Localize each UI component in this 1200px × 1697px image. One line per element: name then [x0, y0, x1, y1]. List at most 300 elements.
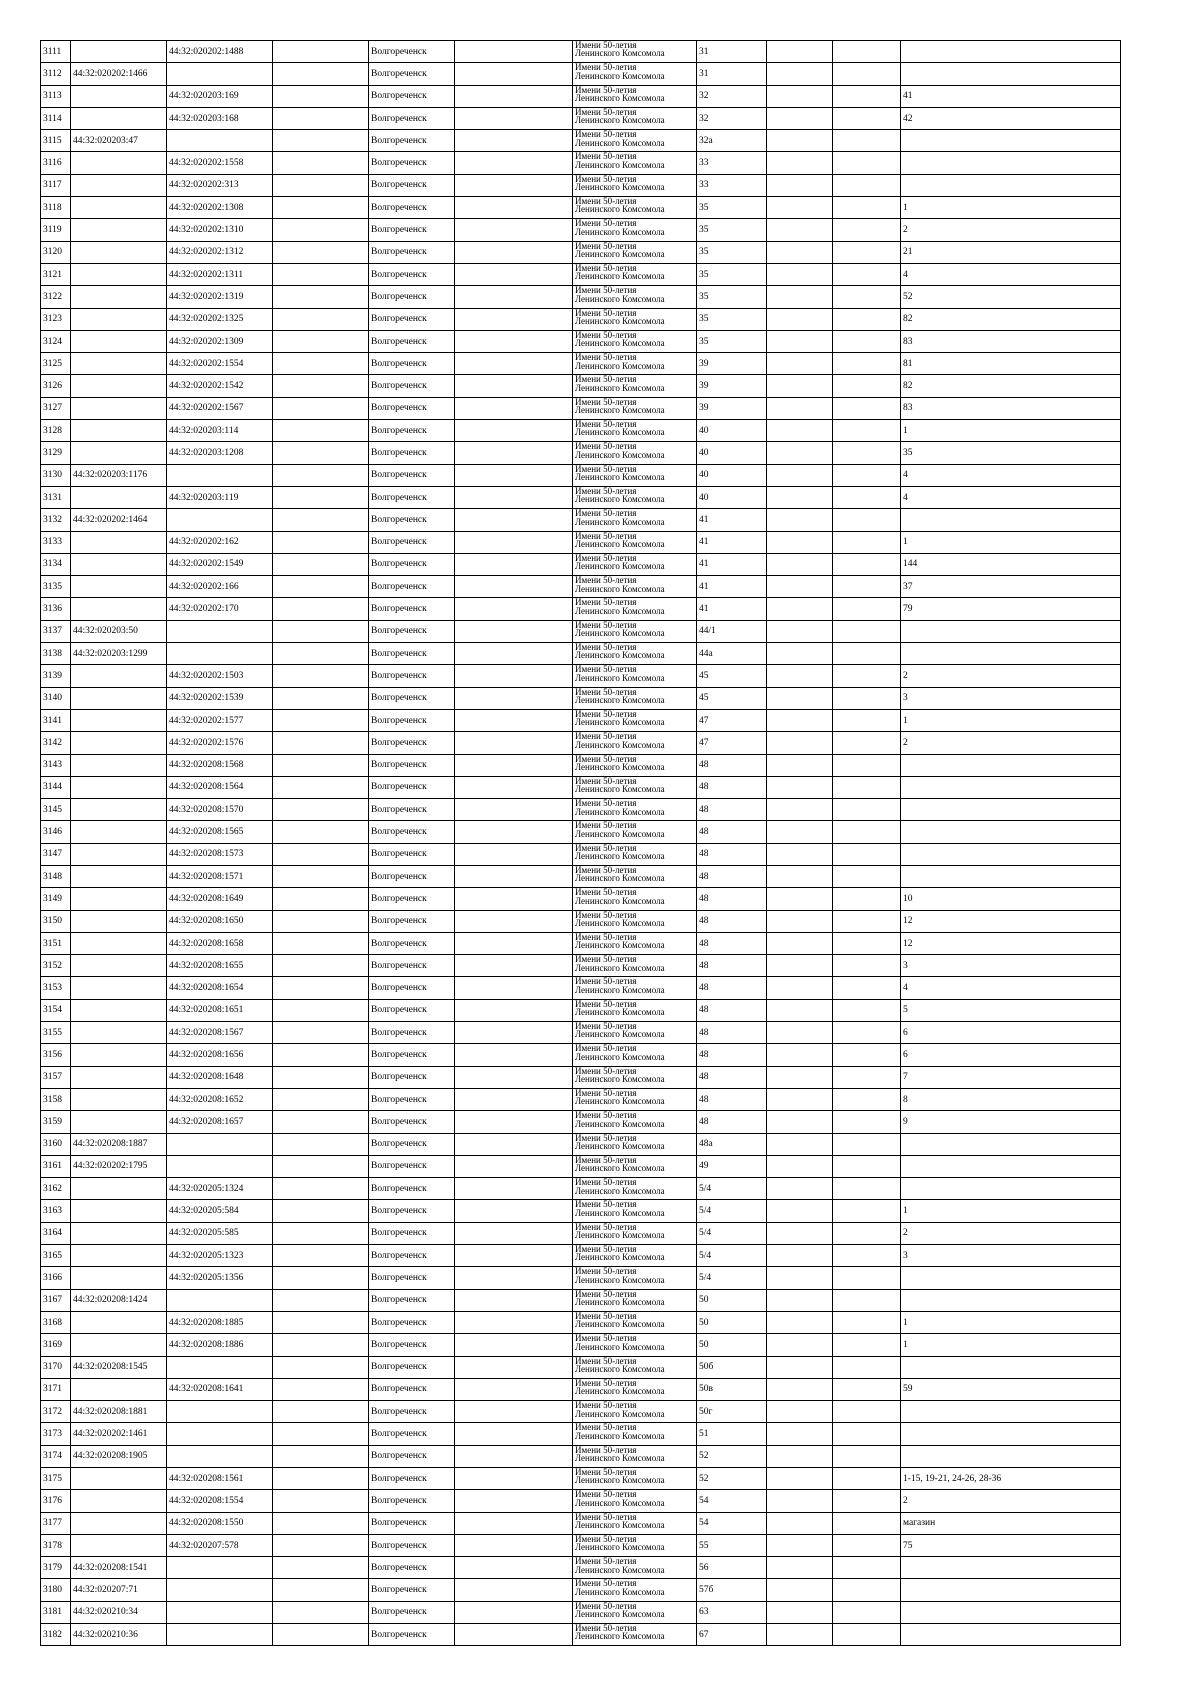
- apartment-cell: [901, 643, 1121, 665]
- apartment-cell: 41: [901, 85, 1121, 107]
- apartment-cell: [901, 509, 1121, 531]
- row-number-cell: 3173: [41, 1423, 71, 1445]
- city-cell: Волгореченск: [369, 219, 455, 241]
- row-number-cell: 3156: [41, 1044, 71, 1066]
- street-line-1: Имени 50-летия: [575, 397, 637, 407]
- apartment-cell: 9: [901, 1111, 1121, 1133]
- table-row: [41, 420, 1121, 442]
- empty-cell: [455, 63, 573, 85]
- empty-cell: [455, 843, 573, 865]
- apartment-cell: [901, 865, 1121, 887]
- empty-cell: [767, 1601, 833, 1623]
- empty-cell: [273, 63, 369, 85]
- building-cadastral-cell: [71, 1088, 167, 1110]
- empty-cell: [833, 754, 901, 776]
- empty-cell: [455, 598, 573, 620]
- street-cell: [573, 955, 697, 977]
- house-number-cell: 35: [697, 219, 767, 241]
- premises-cadastral-cell: [167, 1601, 273, 1623]
- row-number-cell: 3114: [41, 107, 71, 129]
- row-number-cell: 3165: [41, 1245, 71, 1267]
- street-line-1: Имени 50-летия: [575, 441, 637, 452]
- street-cell: [573, 1155, 697, 1177]
- empty-cell: [833, 776, 901, 798]
- empty-cell: [767, 1245, 833, 1267]
- premises-cadastral-cell: 44:32:020208:1654: [167, 977, 273, 999]
- street-line-2: Ленинского Комсомола: [575, 1386, 665, 1397]
- premises-cadastral-cell: 44:32:020202:1325: [167, 308, 273, 330]
- premises-cadastral-cell: 44:32:020208:1570: [167, 799, 273, 821]
- building-cadastral-cell: [71, 977, 167, 999]
- street-line-2: Ленинского Комсомола: [575, 1207, 665, 1218]
- street-cell: [573, 1289, 697, 1311]
- table-row: [41, 1534, 1121, 1556]
- empty-cell: [273, 687, 369, 709]
- premises-cadastral-cell: 44:32:020208:1655: [167, 955, 273, 977]
- table-row: [41, 330, 1121, 352]
- street-line-1: Имени 50-летия: [575, 1467, 637, 1477]
- apartment-cell: 1-15, 19-21, 24-26, 28-36: [901, 1468, 1121, 1490]
- city-cell: Волгореченск: [369, 442, 455, 464]
- empty-cell: [455, 1356, 573, 1378]
- row-number-cell: 3167: [41, 1289, 71, 1311]
- empty-cell: [767, 1378, 833, 1400]
- empty-cell: [833, 442, 901, 464]
- house-number-cell: 48: [697, 865, 767, 887]
- house-number-cell: 67: [697, 1624, 767, 1646]
- premises-cadastral-cell: 44:32:020203:114: [167, 420, 273, 442]
- street-line-2: Ленинского Комсомола: [575, 784, 665, 795]
- apartment-cell: 1: [901, 1311, 1121, 1333]
- table-row: [41, 776, 1121, 798]
- street-line-2: Ленинского Комсомола: [575, 1363, 665, 1374]
- table-row: [41, 620, 1121, 642]
- empty-cell: [767, 910, 833, 932]
- empty-cell: [273, 732, 369, 754]
- house-number-cell: 41: [697, 553, 767, 575]
- empty-cell: [833, 464, 901, 486]
- street-line-2: Ленинского Комсомола: [575, 561, 665, 572]
- registry-table: [40, 40, 1121, 1646]
- street-cell: [573, 1601, 697, 1623]
- street-line-1: Имени 50-летия: [575, 1266, 637, 1277]
- street-line-1: Имени 50-летия: [575, 1155, 637, 1165]
- empty-cell: [833, 932, 901, 954]
- empty-cell: [273, 308, 369, 330]
- row-number-cell: 3145: [41, 799, 71, 821]
- empty-cell: [833, 130, 901, 152]
- house-number-cell: 35: [697, 241, 767, 263]
- street-cell: [573, 130, 697, 152]
- street-line-1: Имени 50-летия: [575, 486, 637, 496]
- row-number-cell: 3180: [41, 1579, 71, 1601]
- premises-cadastral-cell: 44:32:020208:1550: [167, 1512, 273, 1534]
- street-line-1: Имени 50-летия: [575, 709, 637, 719]
- street-line-1: Имени 50-летия: [575, 374, 637, 385]
- empty-cell: [455, 197, 573, 219]
- empty-cell: [455, 1579, 573, 1601]
- street-line-1: Имени 50-летия: [575, 999, 637, 1009]
- city-cell: Волгореченск: [369, 397, 455, 419]
- street-line-1: Имени 50-летия: [575, 1623, 637, 1634]
- street-cell: [573, 932, 697, 954]
- premises-cadastral-cell: [167, 1423, 273, 1445]
- house-number-cell: 63: [697, 1601, 767, 1623]
- empty-cell: [767, 1401, 833, 1423]
- empty-cell: [273, 375, 369, 397]
- city-cell: Волгореченск: [369, 531, 455, 553]
- apartment-cell: 42: [901, 107, 1121, 129]
- house-number-cell: 52: [697, 1468, 767, 1490]
- table-row: [41, 152, 1121, 174]
- street-line-2: Ленинского Комсомола: [575, 1542, 665, 1553]
- empty-cell: [833, 598, 901, 620]
- street-line-1: Имени 50-летия: [575, 754, 637, 764]
- apartment-cell: 10: [901, 888, 1121, 910]
- premises-cadastral-cell: [167, 130, 273, 152]
- empty-cell: [455, 687, 573, 709]
- street-cell: [573, 531, 697, 553]
- empty-cell: [455, 799, 573, 821]
- street-line-2: Ленинского Комсомола: [575, 761, 665, 772]
- street-cell: [573, 41, 697, 63]
- apartment-cell: 144: [901, 553, 1121, 575]
- empty-cell: [273, 152, 369, 174]
- building-cadastral-cell: 44:32:020203:50: [71, 620, 167, 642]
- table-row: [41, 509, 1121, 531]
- empty-cell: [273, 709, 369, 731]
- house-number-cell: 55: [697, 1534, 767, 1556]
- empty-cell: [833, 41, 901, 63]
- street-line-2: Ленинского Комсомола: [575, 1297, 665, 1308]
- empty-cell: [767, 1155, 833, 1177]
- apartment-cell: [901, 63, 1121, 85]
- table-row: [41, 397, 1121, 419]
- empty-cell: [833, 263, 901, 285]
- empty-cell: [455, 330, 573, 352]
- city-cell: Волгореченск: [369, 1222, 455, 1244]
- empty-cell: [455, 1088, 573, 1110]
- street-cell: [573, 1088, 697, 1110]
- empty-cell: [455, 107, 573, 129]
- street-line-1: Имени 50-летия: [575, 843, 637, 853]
- building-cadastral-cell: [71, 687, 167, 709]
- row-number-cell: 3178: [41, 1534, 71, 1556]
- building-cadastral-cell: 44:32:020208:1541: [71, 1557, 167, 1579]
- empty-cell: [455, 576, 573, 598]
- street-line-2: Ленинского Комсомола: [575, 449, 665, 460]
- street-line-2: Ленинского Комсомола: [575, 695, 665, 706]
- street-cell: [573, 999, 697, 1021]
- house-number-cell: 41: [697, 598, 767, 620]
- table-row: [41, 1267, 1121, 1289]
- street-line-2: Ленинского Комсомола: [575, 605, 665, 616]
- empty-cell: [455, 955, 573, 977]
- building-cadastral-cell: [71, 286, 167, 308]
- city-cell: Волгореченск: [369, 330, 455, 352]
- street-line-2: Ленинского Комсомола: [575, 1230, 665, 1241]
- street-line-1: Имени 50-летия: [575, 1578, 637, 1589]
- house-number-cell: 5/4: [697, 1200, 767, 1222]
- street-line-2: Ленинского Комсомола: [575, 672, 665, 683]
- street-cell: [573, 799, 697, 821]
- table-row: [41, 1401, 1121, 1423]
- street-cell: [573, 1044, 697, 1066]
- premises-cadastral-cell: 44:32:020202:1542: [167, 375, 273, 397]
- street-line-2: Ленинского Комсомола: [575, 739, 665, 750]
- house-number-cell: 47: [697, 732, 767, 754]
- apartment-cell: 8: [901, 1088, 1121, 1110]
- empty-cell: [273, 1222, 369, 1244]
- building-cadastral-cell: 44:32:020203:47: [71, 130, 167, 152]
- street-line-2: Ленинского Комсомола: [575, 137, 665, 148]
- empty-cell: [455, 888, 573, 910]
- house-number-cell: 45: [697, 687, 767, 709]
- empty-cell: [767, 888, 833, 910]
- house-number-cell: 31: [697, 63, 767, 85]
- building-cadastral-cell: [71, 1022, 167, 1044]
- street-cell: [573, 197, 697, 219]
- street-line-1: Имени 50-летия: [575, 1333, 637, 1344]
- apartment-cell: [901, 1401, 1121, 1423]
- house-number-cell: 45: [697, 665, 767, 687]
- apartment-cell: [901, 41, 1121, 63]
- apartment-cell: магазин: [901, 1512, 1121, 1534]
- building-cadastral-cell: [71, 1267, 167, 1289]
- empty-cell: [273, 843, 369, 865]
- empty-cell: [833, 1088, 901, 1110]
- row-number-cell: 3163: [41, 1200, 71, 1222]
- empty-cell: [767, 1557, 833, 1579]
- empty-cell: [455, 1378, 573, 1400]
- street-line-1: Имени 50-летия: [575, 1422, 637, 1433]
- empty-cell: [455, 1200, 573, 1222]
- building-cadastral-cell: [71, 576, 167, 598]
- street-cell: [573, 665, 697, 687]
- apartment-cell: 1: [901, 531, 1121, 553]
- empty-cell: [767, 1066, 833, 1088]
- apartment-cell: 81: [901, 353, 1121, 375]
- building-cadastral-cell: [71, 598, 167, 620]
- street-cell: [573, 1133, 697, 1155]
- empty-cell: [273, 932, 369, 954]
- building-cadastral-cell: [71, 1111, 167, 1133]
- table-row: [41, 174, 1121, 196]
- house-number-cell: 50: [697, 1289, 767, 1311]
- empty-cell: [273, 1155, 369, 1177]
- street-cell: [573, 1111, 697, 1133]
- apartment-cell: [901, 1155, 1121, 1177]
- street-cell: [573, 1557, 697, 1579]
- empty-cell: [833, 1311, 901, 1333]
- empty-cell: [767, 308, 833, 330]
- city-cell: Волгореченск: [369, 197, 455, 219]
- street-line-1: Имени 50-летия: [575, 1534, 637, 1544]
- street-cell: [573, 732, 697, 754]
- empty-cell: [767, 41, 833, 63]
- building-cadastral-cell: [71, 955, 167, 977]
- table-row: [41, 1155, 1121, 1177]
- empty-cell: [767, 241, 833, 263]
- city-cell: Волгореченск: [369, 1022, 455, 1044]
- table-row: [41, 843, 1121, 865]
- apartment-cell: [901, 1557, 1121, 1579]
- premises-cadastral-cell: 44:32:020208:1564: [167, 776, 273, 798]
- city-cell: Волгореченск: [369, 1155, 455, 1177]
- empty-cell: [273, 799, 369, 821]
- street-line-1: Имени 50-летия: [575, 1043, 637, 1054]
- empty-cell: [767, 1178, 833, 1200]
- row-number-cell: 3142: [41, 732, 71, 754]
- empty-cell: [767, 263, 833, 285]
- street-line-2: Ленинского Комсомола: [575, 628, 665, 639]
- premises-cadastral-cell: [167, 620, 273, 642]
- street-line-1: Имени 50-летия: [575, 196, 637, 207]
- house-number-cell: 57б: [697, 1579, 767, 1601]
- table-row: [41, 910, 1121, 932]
- empty-cell: [833, 1022, 901, 1044]
- empty-cell: [767, 799, 833, 821]
- apartment-cell: 6: [901, 1022, 1121, 1044]
- apartment-cell: 12: [901, 910, 1121, 932]
- empty-cell: [767, 397, 833, 419]
- street-line-2: Ленинского Комсомола: [575, 717, 665, 728]
- building-cadastral-cell: [71, 219, 167, 241]
- premises-cadastral-cell: 44:32:020205:1323: [167, 1245, 273, 1267]
- street-line-2: Ленинского Комсомола: [575, 1163, 665, 1174]
- street-line-1: Имени 50-летия: [575, 107, 637, 117]
- table-row: [41, 241, 1121, 263]
- building-cadastral-cell: [71, 910, 167, 932]
- street-line-2: Ленинского Комсомола: [575, 1319, 665, 1330]
- empty-cell: [833, 353, 901, 375]
- empty-cell: [455, 464, 573, 486]
- house-number-cell: 32: [697, 107, 767, 129]
- street-line-1: Имени 50-летия: [575, 218, 637, 229]
- empty-cell: [455, 1022, 573, 1044]
- empty-cell: [273, 1289, 369, 1311]
- street-line-2: Ленинского Комсомола: [575, 917, 665, 928]
- street-line-1: Имени 50-летия: [575, 865, 637, 875]
- apartment-cell: 52: [901, 286, 1121, 308]
- empty-cell: [833, 1200, 901, 1222]
- empty-cell: [767, 754, 833, 776]
- premises-cadastral-cell: 44:32:020202:162: [167, 531, 273, 553]
- house-number-cell: 48: [697, 999, 767, 1021]
- street-cell: [573, 330, 697, 352]
- table-row: [41, 1490, 1121, 1512]
- house-number-cell: 5/4: [697, 1178, 767, 1200]
- empty-cell: [273, 1178, 369, 1200]
- street-cell: [573, 553, 697, 575]
- house-number-cell: 48: [697, 799, 767, 821]
- premises-cadastral-cell: 44:32:020208:1568: [167, 754, 273, 776]
- city-cell: Волгореченск: [369, 509, 455, 531]
- city-cell: Волгореченск: [369, 1178, 455, 1200]
- street-line-1: Имени 50-летия: [575, 687, 637, 697]
- street-cell: [573, 486, 697, 508]
- city-cell: Волгореченск: [369, 1066, 455, 1088]
- apartment-cell: [901, 1289, 1121, 1311]
- apartment-cell: [901, 799, 1121, 821]
- empty-cell: [273, 174, 369, 196]
- empty-cell: [833, 1356, 901, 1378]
- empty-cell: [833, 821, 901, 843]
- street-line-2: Ленинского Комсомола: [575, 1475, 665, 1486]
- premises-cadastral-cell: 44:32:020202:1539: [167, 687, 273, 709]
- empty-cell: [273, 1022, 369, 1044]
- street-cell: [573, 1512, 697, 1534]
- empty-cell: [833, 107, 901, 129]
- street-cell: [573, 1178, 697, 1200]
- city-cell: Волгореченск: [369, 1133, 455, 1155]
- city-cell: Волгореченск: [369, 1401, 455, 1423]
- empty-cell: [273, 85, 369, 107]
- empty-cell: [767, 197, 833, 219]
- apartment-cell: [901, 821, 1121, 843]
- empty-cell: [273, 1445, 369, 1467]
- empty-cell: [455, 1222, 573, 1244]
- empty-cell: [455, 776, 573, 798]
- street-line-1: Имени 50-летия: [575, 798, 637, 809]
- empty-cell: [455, 1490, 573, 1512]
- premises-cadastral-cell: 44:32:020202:1577: [167, 709, 273, 731]
- street-line-2: Ленинского Комсомола: [575, 1274, 665, 1285]
- street-line-1: Имени 50-летия: [575, 330, 637, 340]
- house-number-cell: 48: [697, 932, 767, 954]
- empty-cell: [833, 330, 901, 352]
- table-row: [41, 888, 1121, 910]
- street-line-1: Имени 50-летия: [575, 1222, 637, 1232]
- premises-cadastral-cell: 44:32:020202:1309: [167, 330, 273, 352]
- row-number-cell: 3115: [41, 130, 71, 152]
- street-line-1: Имени 50-летия: [575, 464, 637, 474]
- empty-cell: [767, 1468, 833, 1490]
- house-number-cell: 41: [697, 531, 767, 553]
- street-line-2: Ленинского Комсомола: [575, 1051, 665, 1062]
- apartment-cell: 2: [901, 1222, 1121, 1244]
- empty-cell: [767, 1534, 833, 1556]
- table-row: [41, 1289, 1121, 1311]
- street-cell: [573, 1022, 697, 1044]
- empty-cell: [833, 1334, 901, 1356]
- premises-cadastral-cell: 44:32:020203:1208: [167, 442, 273, 464]
- apartment-cell: [901, 1579, 1121, 1601]
- empty-cell: [455, 509, 573, 531]
- city-cell: Волгореченск: [369, 353, 455, 375]
- empty-cell: [767, 709, 833, 731]
- city-cell: Волгореченск: [369, 754, 455, 776]
- house-number-cell: 5/4: [697, 1245, 767, 1267]
- city-cell: Волгореченск: [369, 643, 455, 665]
- empty-cell: [833, 977, 901, 999]
- table-row: [41, 1334, 1121, 1356]
- empty-cell: [833, 1155, 901, 1177]
- empty-cell: [455, 1334, 573, 1356]
- apartment-cell: [901, 1356, 1121, 1378]
- row-number-cell: 3174: [41, 1445, 71, 1467]
- empty-cell: [273, 1468, 369, 1490]
- empty-cell: [455, 754, 573, 776]
- empty-cell: [767, 1311, 833, 1333]
- table-row: [41, 687, 1121, 709]
- street-cell: [573, 464, 697, 486]
- row-number-cell: 3113: [41, 85, 71, 107]
- street-line-2: Ленинского Комсомола: [575, 271, 665, 282]
- apartment-cell: 3: [901, 687, 1121, 709]
- empty-cell: [767, 286, 833, 308]
- empty-cell: [455, 174, 573, 196]
